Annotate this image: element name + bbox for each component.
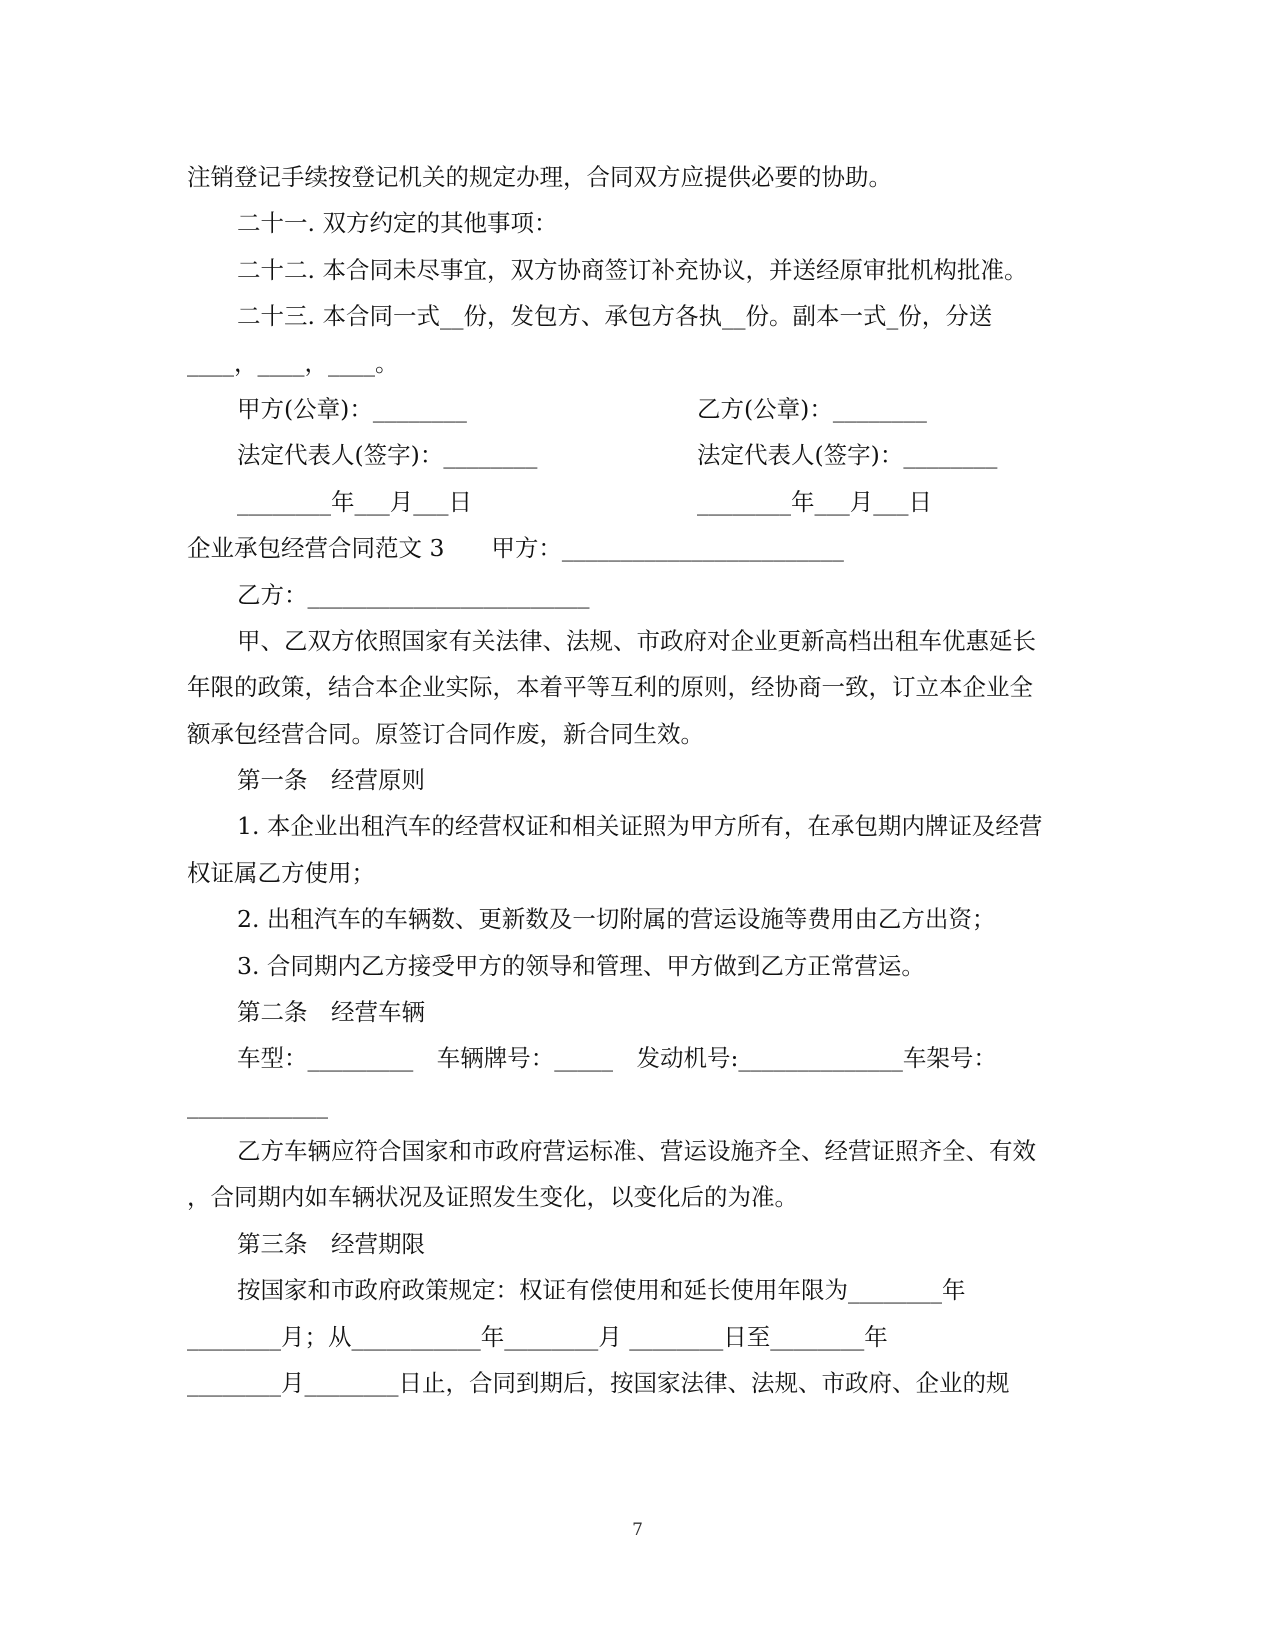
text-line: 按国家和市政府政策规定：权证有偿使用和延长使用年限为________年: [237, 1276, 966, 1304]
article-heading: 第三条 经营期限: [237, 1230, 425, 1258]
text-line: ____，____，____。: [187, 349, 399, 377]
contract-title-line: 企业承包经营合同范文 3 甲方：________________________: [187, 534, 844, 562]
text-line: 3. 合同期内乙方接受甲方的领导和管理、甲方做到乙方正常营运。: [237, 952, 925, 980]
article-heading: 第二条 经营车辆: [237, 998, 425, 1026]
text-line: ，合同期内如车辆状况及证照发生变化，以变化后的为准。: [187, 1183, 798, 1211]
text-line: 乙方车辆应符合国家和市政府营运标准、营运设施齐全、经营证照齐全、有效: [237, 1137, 1036, 1165]
text-line: 注销登记手续按登记机关的规定办理，合同双方应提供必要的协助。: [187, 163, 892, 191]
text-line: 年限的政策，结合本企业实际，本着平等互利的原则，经协商一致，订立本企业全: [187, 673, 1033, 701]
text-line: 甲、乙双方依照国家有关法律、法规、市政府对企业更新高档出租车优惠延长: [237, 627, 1036, 655]
party-a-date: ________年___月___日: [237, 488, 472, 516]
text-line: ____________: [187, 1091, 328, 1119]
text-line: ________月；从___________年________月 ________日至________年: [187, 1323, 888, 1351]
vehicle-fields: 车型：_________ 车辆牌号：_____ 发动机号:______________车架号：: [237, 1044, 997, 1072]
clause-22: 二十二. 本合同未尽事宜，双方协商签订补充协议，并送经原审批机构批准。: [237, 256, 1028, 284]
clause-23: 二十三. 本合同一式__份，发包方、承包方各执__份。副本一式_份，分送: [237, 302, 993, 330]
party-a-seal: 甲方(公章)：________: [237, 395, 467, 423]
party-b-seal: 乙方(公章)：________: [697, 395, 927, 423]
text-line: 额承包经营合同。原签订合同作废，新合同生效。: [187, 720, 704, 748]
party-b-date: ________年___月___日: [697, 488, 932, 516]
page-number: 7: [632, 1520, 643, 1540]
text-line: 2. 出租汽车的车辆数、更新数及一切附属的营运设施等费用由乙方出资；: [237, 905, 996, 933]
party-a-representative: 法定代表人(签字)：________: [237, 441, 538, 469]
party-b-line: 乙方：________________________: [237, 581, 590, 609]
article-heading: 第一条 经营原则: [237, 766, 425, 794]
text-line: 1. 本企业出租汽车的经营权证和相关证照为甲方所有，在承包期内牌证及经营: [237, 812, 1043, 840]
text-line: 权证属乙方使用；: [187, 859, 375, 887]
party-b-representative: 法定代表人(签字)：________: [697, 441, 998, 469]
text-line: ________月________日止，合同到期后，按国家法律、法规、市政府、企业的规: [187, 1369, 1010, 1397]
clause-21: 二十一. 双方约定的其他事项：: [237, 209, 558, 237]
